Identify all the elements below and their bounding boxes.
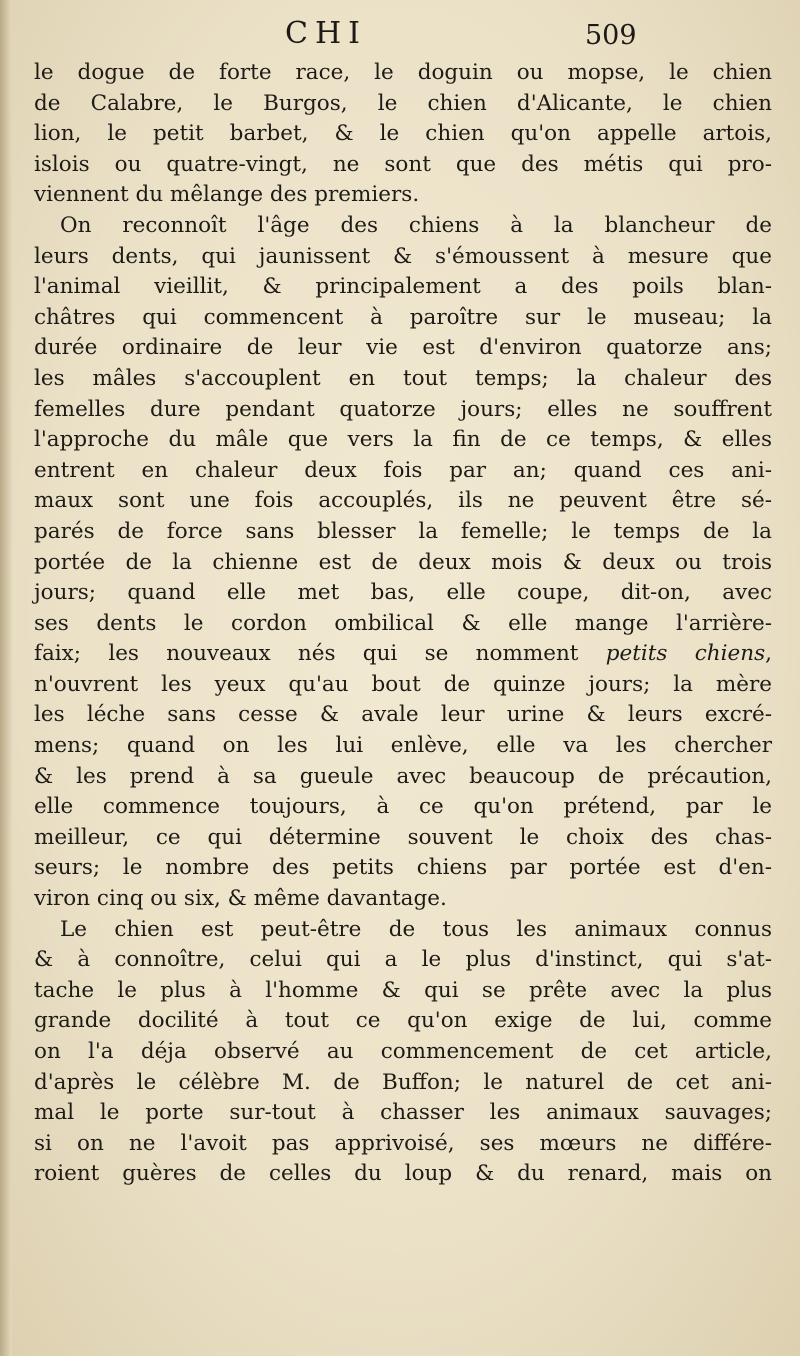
text-line: n'ouvrent les yeux qu'au bout de quinze jours; la mère xyxy=(34,671,772,697)
text-line: durée ordinaire de leur vie est d'environ quatorze ans; xyxy=(34,335,772,361)
text-line: mal le porte sur-tout à chasser les animaux sauvages; xyxy=(34,1100,772,1126)
italic-suffix: , xyxy=(765,641,772,667)
text-line: mens; quand on les lui enlève, elle va les chercher xyxy=(34,733,772,759)
text-line: les léche sans cesse & avale leur urine & leurs excré- xyxy=(34,702,772,728)
text-line: d'après le célèbre M. de Buffon; le naturel de cet ani- xyxy=(34,1069,772,1095)
text-line: & les prend à sa gueule avec beaucoup de précaution, xyxy=(34,763,772,789)
text-line: jours; quand elle met bas, elle coupe, dit-on, avec xyxy=(34,580,772,606)
text-line: on l'a déja observé au commencement de cet article, xyxy=(34,1039,772,1064)
body-text xyxy=(34,58,772,1190)
text-line: le dogue de forte race, le doguin ou mopse, le chien xyxy=(34,60,772,85)
text-line: châtres qui commencent à paroître sur le museau; la xyxy=(34,304,772,330)
text-line: ses dents le cordon ombilical & elle mange l'arrière- xyxy=(34,610,772,636)
text-line: islois ou quatre-vingt, ne sont que des métis qui pro- xyxy=(34,151,772,177)
italic-phrase: petits chiens xyxy=(605,641,766,667)
paragraph-start-line: Le chien est peut-être de tous les animaux connus xyxy=(60,916,772,942)
text-line: elle commence toujours, à ce qu'on prétend, par le xyxy=(34,794,772,820)
text-line: si on ne l'avoit pas apprivoisé, ses mœurs ne différe- xyxy=(34,1130,772,1156)
text-line: les mâles s'accouplent en tout temps; la chaleur des xyxy=(34,365,772,391)
page-number: 509 xyxy=(585,20,637,51)
text-line: l'approche du mâle que vers la fin de ce temps, & elles xyxy=(34,427,772,453)
text-line: roient guères de celles du loup & du renard, mais on xyxy=(34,1161,772,1187)
text-line: maux sont une fois accouplés, ils ne peuvent être sé- xyxy=(34,488,772,514)
text-line: femelles dure pendant quatorze jours; elles ne souffrent xyxy=(34,396,772,422)
text-line: de Calabre, le Burgos, le chien d'Alicante, le chien xyxy=(34,90,772,116)
text-line: tache le plus à l'homme & qui se prête avec la plus xyxy=(34,977,772,1003)
text-line: grande docilité à tout ce qu'on exige de lui, comme xyxy=(34,1008,772,1034)
text-segment: faix; les nouveaux nés qui se nomment xyxy=(34,641,579,667)
text-line: leurs dents, qui jaunissent & s'émoussent à mesure que xyxy=(34,243,772,269)
paragraph-start-line: On reconnoît l'âge des chiens à la blancheur de xyxy=(60,212,772,238)
text-line: parés de force sans blesser la femelle; le temps de la xyxy=(34,518,772,544)
text-line: viron cinq ou six, & même davantage. xyxy=(34,886,447,912)
page-gutter-shadow xyxy=(0,0,12,1356)
text-line: lion, le petit barbet, & le chien qu'on appelle artois, xyxy=(34,121,772,147)
text-line: meilleur, ce qui détermine souvent le choix des chas- xyxy=(34,824,772,850)
text-line: l'animal vieillit, & principalement a des poils blan- xyxy=(34,274,772,300)
text-line: seurs; le nombre des petits chiens par portée est d'en- xyxy=(34,855,772,881)
text-line-with-italic xyxy=(34,639,772,670)
page-header xyxy=(0,16,800,60)
text-line: portée de la chienne est de deux mois & deux ou trois xyxy=(34,549,772,575)
running-head: CHI xyxy=(285,16,367,51)
text-line: viennent du mêlange des premiers. xyxy=(34,182,420,208)
text-line: & à connoître, celui qui a le plus d'instinct, qui s'at- xyxy=(34,947,772,973)
text-line: entrent en chaleur deux fois par an; quand ces ani- xyxy=(34,457,772,483)
